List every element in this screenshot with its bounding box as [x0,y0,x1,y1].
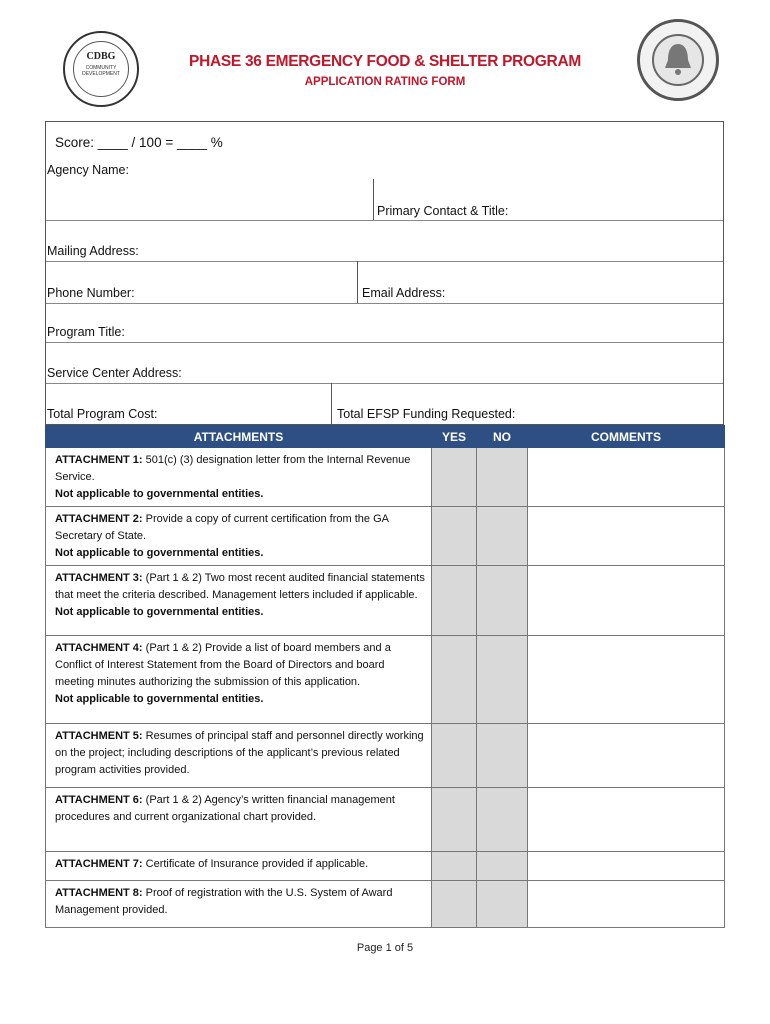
divider [357,261,358,303]
attachment-description [46,566,432,636]
divider [46,342,723,343]
no-checkbox-cell[interactable] [477,881,528,928]
yes-checkbox-cell[interactable] [432,881,477,928]
attachment-note: Not applicable to governmental entities. [55,488,264,500]
attachment-row [46,788,725,852]
comments-cell[interactable] [528,636,725,724]
yes-checkbox-cell[interactable] [432,788,477,852]
attachment-note: Not applicable to governmental entities. [55,693,264,705]
yes-checkbox-cell[interactable] [432,507,477,566]
page-subtitle: APPLICATION RATING FORM [304,76,466,88]
no-checkbox-cell[interactable] [477,636,528,724]
attachment-text: Proof of registration with the U.S. System of Award Management provided. [55,887,393,916]
yes-checkbox-cell[interactable] [432,852,477,881]
no-checkbox-cell[interactable] [477,852,528,881]
attachment-row [46,881,725,928]
cdbg-seal-text: CDBG [86,51,116,62]
divider [46,220,723,221]
comments-cell[interactable] [528,448,725,507]
comments-cell[interactable] [528,566,725,636]
attachment-text: (Part 1 & 2) Provide a list of board members and a Conflict of Interest Statement from the Board of Directors and board meeting minutes authorizing the submission of this application. [55,642,391,688]
attachment-description [46,788,432,852]
attachment-description [46,852,432,881]
agency-name-field[interactable]: Agency Name: [47,163,129,177]
applicant-info-form [45,121,724,425]
attachment-row [46,852,725,881]
yes-checkbox-cell[interactable] [432,724,477,788]
page-title: PHASE 36 EMERGENCY FOOD & SHELTER PROGRAM [189,53,581,70]
divider [46,261,723,262]
email-address-field[interactable]: Email Address: [362,286,446,300]
comments-cell[interactable] [528,507,725,566]
attachment-label: ATTACHMENT 2: [55,513,143,525]
attachment-label: ATTACHMENT 3: [55,572,143,584]
no-checkbox-cell[interactable] [477,566,528,636]
column-header-no: NO [477,426,528,448]
no-checkbox-cell[interactable] [477,448,528,507]
no-checkbox-cell[interactable] [477,788,528,852]
phone-number-field[interactable]: Phone Number: [47,286,135,300]
divider [373,179,374,220]
attachments-table [45,425,725,928]
bell-icon [654,36,702,84]
yes-checkbox-cell[interactable] [432,566,477,636]
score-field[interactable]: Score: ____ / 100 = ____ % [55,135,223,150]
program-title-field[interactable]: Program Title: [47,325,125,339]
service-center-address-field[interactable]: Service Center Address: [47,366,182,380]
attachment-label: ATTACHMENT 8: [55,887,143,899]
attachment-row [46,724,725,788]
no-checkbox-cell[interactable] [477,507,528,566]
comments-cell[interactable] [528,724,725,788]
attachment-label: ATTACHMENT 4: [55,642,143,654]
attachment-label: ATTACHMENT 7: [55,858,143,870]
table-header-row [46,426,725,448]
attachment-description [46,507,432,566]
attachment-text: Resumes of principal staff and personnel directly working on the project; including descriptions of the applicant’s previous related program activities provided. [55,730,424,776]
divider [46,303,723,304]
column-header-attachments: ATTACHMENTS [46,426,432,448]
attachment-text: (Part 1 & 2) Two most recent audited financial statements that meet the criteria described. Management letters included if applicable. [55,572,425,601]
primary-contact-field[interactable]: Primary Contact & Title: [377,204,509,218]
attachment-text: Certificate of Insurance provided if applicable. [145,858,369,870]
attachment-note: Not applicable to governmental entities. [55,606,264,618]
attachment-row [46,507,725,566]
comments-cell[interactable] [528,852,725,881]
yes-checkbox-cell[interactable] [432,448,477,507]
cdbg-seal-ring: COMMUNITY DEVELOPMENT [82,65,120,77]
column-header-yes: YES [432,426,477,448]
attachment-note: Not applicable to governmental entities. [55,547,264,559]
attachment-description [46,636,432,724]
cobb-county-seal-logo [637,19,719,101]
divider [331,383,332,425]
yes-checkbox-cell[interactable] [432,636,477,724]
attachment-label: ATTACHMENT 6: [55,794,143,806]
attachment-description [46,881,432,928]
comments-cell[interactable] [528,881,725,928]
attachment-description [46,448,432,507]
mailing-address-field[interactable]: Mailing Address: [47,244,139,258]
divider [46,383,723,384]
attachment-text: 501(c) (3) designation letter from the Internal Revenue Service. [55,454,411,483]
attachment-description [46,724,432,788]
comments-cell[interactable] [528,788,725,852]
attachment-row [46,566,725,636]
total-efsp-funding-field[interactable]: Total EFSP Funding Requested: [337,407,516,421]
page-number: Page 1 of 5 [356,942,414,954]
attachment-row [46,448,725,507]
attachment-text: Provide a copy of current certification from the GA Secretary of State. [55,513,389,542]
cobb-seal-inner [652,34,704,86]
attachment-label: ATTACHMENT 5: [55,730,143,742]
attachment-row [46,636,725,724]
total-program-cost-field[interactable]: Total Program Cost: [47,407,158,421]
attachment-label: ATTACHMENT 1: [55,454,143,466]
attachment-text: (Part 1 & 2) Agency’s written financial management procedures and current organizational chart provided. [55,794,395,823]
cdbg-seal-logo [63,31,139,107]
no-checkbox-cell[interactable] [477,724,528,788]
column-header-comments: COMMENTS [528,426,725,448]
